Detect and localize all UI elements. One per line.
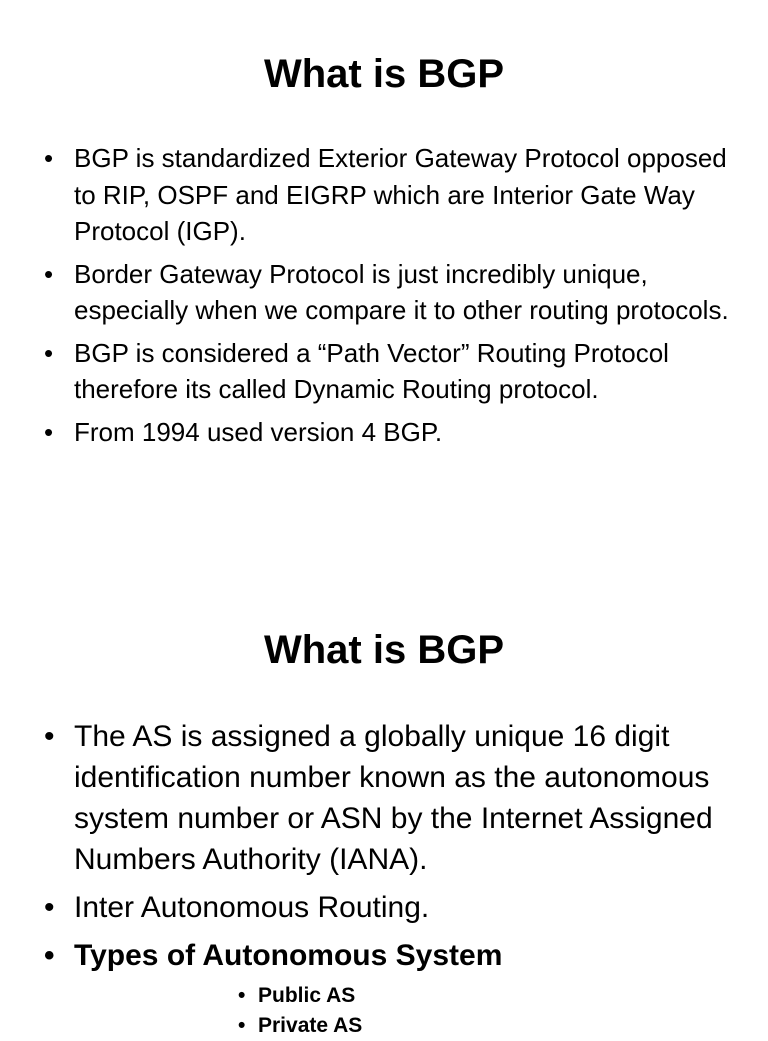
- bullet-list: [44, 716, 734, 983]
- bullet-item: [44, 256, 734, 329]
- sub-bullet-text: Public AS: [258, 984, 356, 1007]
- bullet-item: [44, 887, 734, 928]
- bullet-dot: •: [44, 258, 54, 289]
- sub-bullet-item: [238, 1011, 638, 1041]
- bullet-dot: •: [238, 1014, 246, 1037]
- bullet-text: From 1994 used version 4 BGP.: [74, 416, 443, 447]
- bullet-dot: •: [44, 143, 54, 173]
- bullet-item: [44, 335, 734, 408]
- bullet-text: BGP is considered a “Path Vector” Routing Protocol therefore its called Dynamic Routing protocol.: [74, 337, 669, 404]
- bullet-text: Border Gateway Protocol is just incredibly unique, especially when we compare it to other routing protocols.: [74, 258, 729, 325]
- bullet-item: [44, 716, 734, 880]
- bullet-dot: •: [44, 416, 54, 447]
- slide-title: What is BGP: [263, 52, 505, 96]
- bullet-item: [44, 935, 734, 976]
- bullet-list: [44, 140, 734, 456]
- bullet-dot: •: [238, 984, 246, 1007]
- slide-title: What is BGP: [263, 628, 505, 672]
- bullet-dot: •: [44, 337, 54, 368]
- bullet-text: Types of Autonomous System: [74, 939, 503, 972]
- bullet-dot: •: [44, 891, 55, 924]
- sub-bullet-list: [238, 981, 638, 1041]
- bullet-text: Inter Autonomous Routing.: [74, 891, 430, 924]
- bullet-item: [44, 140, 734, 250]
- sub-bullet-item: [238, 981, 638, 1011]
- slide-2: [0, 576, 768, 1037]
- bullet-dot: •: [44, 720, 55, 753]
- bullet-dot: •: [44, 939, 55, 972]
- bullet-item: [44, 414, 734, 451]
- sub-bullet-text: Private AS: [258, 1014, 363, 1037]
- bullet-text: BGP is standardized Exterior Gateway Protocol opposed to RIP, OSPF and EIGRP which are Interior Gate Way Protocol (IGP).: [74, 143, 727, 246]
- bullet-text: The AS is assigned a globally unique 16 digit identification number known as the autonomous system number or ASN by the Internet Assigned Numbers Authority (IANA).: [74, 720, 713, 876]
